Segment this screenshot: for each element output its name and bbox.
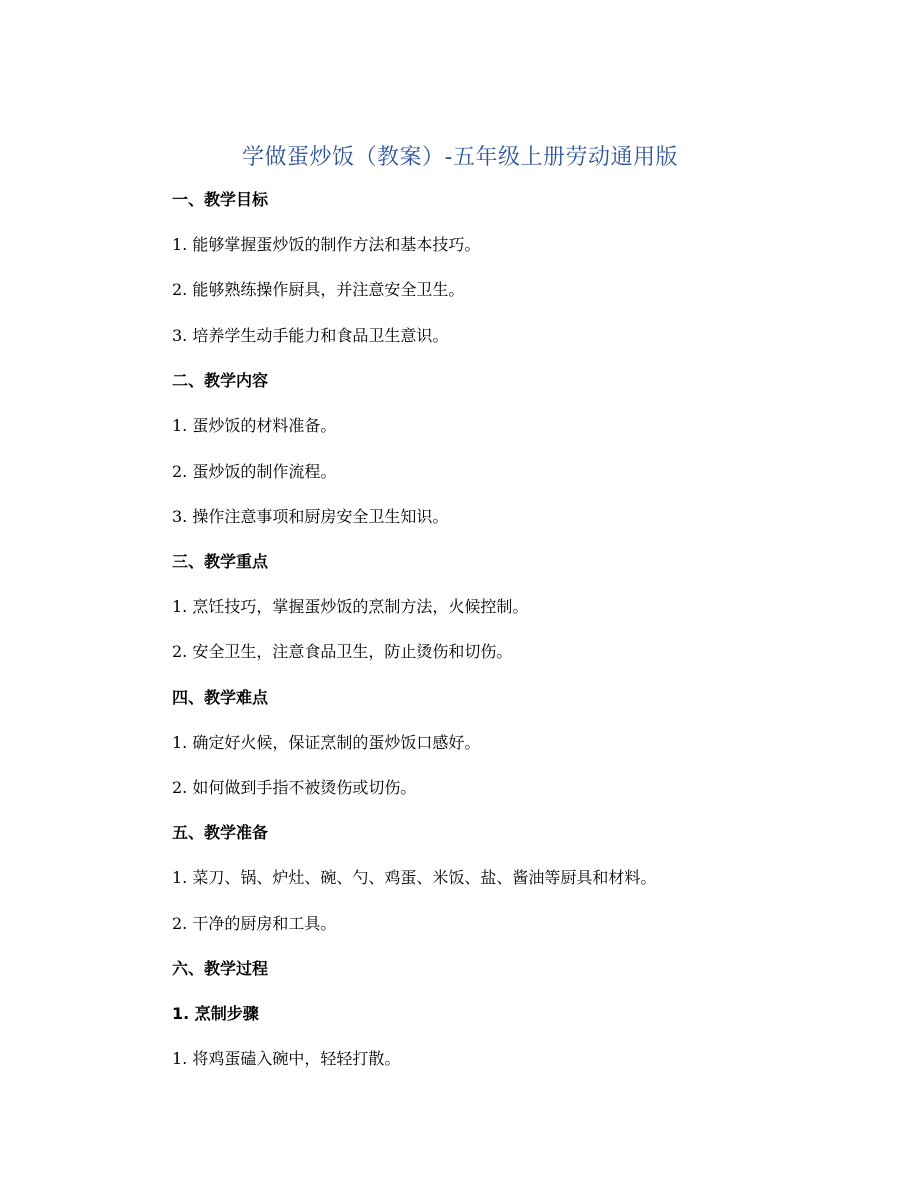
paragraph: 1. 能够掌握蛋炒饭的制作方法和基本技巧。 [172,235,481,254]
section-heading-objectives: 一、教学目标 [172,190,269,209]
paragraph: 2. 安全卫生，注意食品卫生，防止烫伤和切伤。 [172,642,513,661]
paragraph: 1. 菜刀、锅、炉灶、碗、勺、鸡蛋、米饭、盐、酱油等厨具和材料。 [172,868,657,887]
paragraph: 3. 操作注意事项和厨房安全卫生知识。 [172,507,449,526]
paragraph: 2. 如何做到手指不被烫伤或切伤。 [172,778,417,797]
section-heading-key-points: 三、教学重点 [172,552,269,571]
document-title: 学做蛋炒饭（教案）-五年级上册劳动通用版 [242,145,678,170]
paragraph: 2. 蛋炒饭的制作流程。 [172,462,337,481]
section-heading-preparation: 五、教学准备 [172,823,269,842]
section-heading-content: 二、教学内容 [172,371,269,390]
paragraph: 3. 培养学生动手能力和食品卫生意识。 [172,326,449,345]
section-heading-process: 六、教学过程 [172,959,269,978]
paragraph: 1. 烹饪技巧，掌握蛋炒饭的烹制方法，火候控制。 [172,597,529,616]
section-heading-difficulties: 四、教学难点 [172,688,269,707]
paragraph: 2. 干净的厨房和工具。 [172,914,337,933]
paragraph: 1. 确定好火候，保证烹制的蛋炒饭口感好。 [172,733,481,752]
subsection-heading-cooking-steps: 1. 烹制步骤 [172,1004,259,1023]
paragraph: 1. 将鸡蛋磕入碗中，轻轻打散。 [172,1049,401,1068]
paragraph: 2. 能够熟练操作厨具，并注意安全卫生。 [172,280,465,299]
paragraph: 1. 蛋炒饭的材料准备。 [172,416,337,435]
